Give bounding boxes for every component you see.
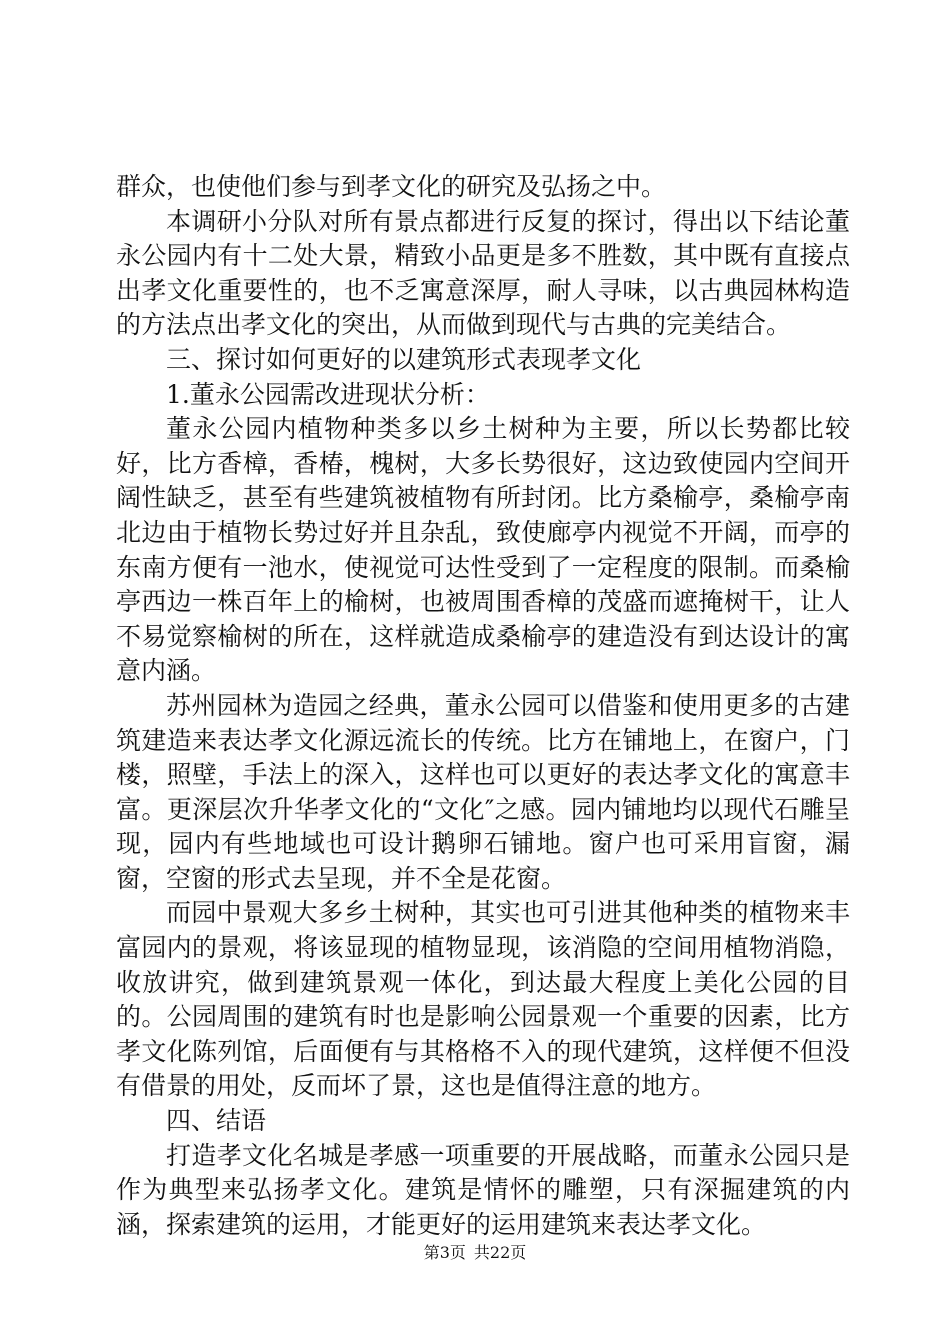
paragraph-epilogue: 打造孝文化名城是孝感一项重要的开展战略，而董永公园只是作为典型来弘扬孝文化。建筑是情怀的雕塑，只有深掘建筑的内涵，探索建筑的运用，才能更好的运用建筑来表达孝文化。 (116, 1140, 850, 1239)
paragraph-plants: 董永公园内植物种类多以乡土树种为主要，所以长势都比较好，比方香樟，香椿，槐树，大多长势很好，这边致使园内空间开阔性缺乏，甚至有些建筑被植物有所封闭。比方桑榆亭，桑榆亭南北边由于植物长势过好并且杂乱，致使廊亭内视觉不开阔，而亭的东南方便有一池水，使视觉可达性受到了一定程度的限制。而桑榆亭西边一株百年上的榆树，也被周围香樟的茂盛而遮掩树干，让人不易觉察榆树的所在，这样就造成桑榆亭的建造没有到达设计的寓意内涵。 (116, 414, 850, 686)
paragraph-landscape: 而园中景观大多乡土树种，其实也可引进其他种类的植物来丰富园内的景观，将该显现的植物显现，该消隐的空间用植物消隐，收放讲究，做到建筑景观一体化，到达最大程度上美化公园的目的。公园周围的建筑有时也是影响公园景观一个重要的因素，比方孝文化陈列馆，后面便有与其格格不入的现代建筑，这样便不但没有借景的用处，反而坏了景，这也是值得注意的地方。 (116, 898, 850, 1101)
document-body (116, 170, 850, 1242)
section-heading-four: 四、结语 (166, 1106, 267, 1136)
page-number: 第3页 (423, 1243, 466, 1262)
paragraph-continuation: 群众，也使他们参与到孝文化的研究及弘扬之中。 (116, 172, 667, 201)
subsection-heading-one: 1.董永公园需改进现状分析： (166, 379, 490, 409)
page-total: 共22页 (473, 1243, 527, 1262)
paragraph-suzhou-gardens: 苏州园林为造园之经典，董永公园可以借鉴和使用更多的古建筑建造来表达孝文化源远流长的传统。比方在铺地上，在窗户，门楼，照壁，手法上的深入，这样也可以更好的表达孝文化的寓意丰富。更深层次升华孝文化的“文化″之感。园内铺地均以现代石雕呈现，园内有些地域也可设计鹅卵石铺地。窗户也可采用盲窗，漏窗，空窗的形式去呈现，并不全是花窗。 (116, 690, 850, 893)
paragraph-conclusion: 本调研小分队对所有景点都进行反复的探讨，得出以下结论董永公园内有十二处大景，精致小品更是多不胜数，其中既有直接点出孝文化重要性的，也不乏寓意深厚，耐人寻味，以古典园林构造的方法点出孝文化的突出，从而做到现代与古典的完美结合。 (116, 206, 850, 340)
section-heading-three: 三、探讨如何更好的以建筑形式表现孝文化 (166, 344, 642, 374)
page-footer (0, 1243, 950, 1263)
